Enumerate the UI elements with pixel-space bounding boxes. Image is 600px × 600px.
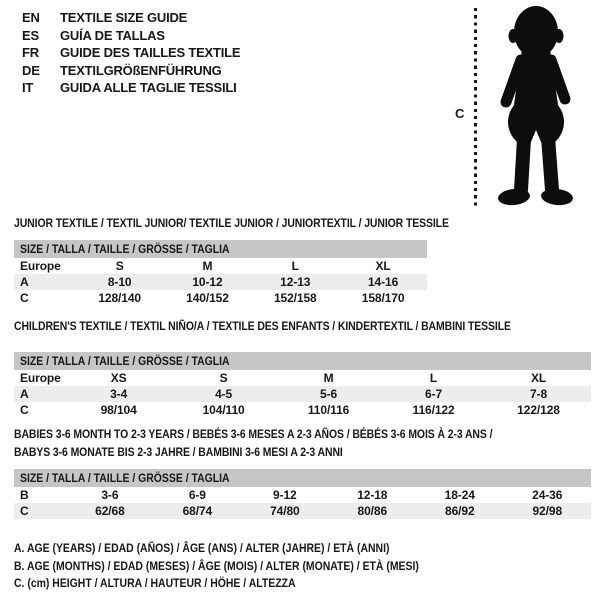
section-title-block: [14, 216, 449, 231]
size-header-text: SIZE / TALLA / TAILLE / GRÖSSE / TAGLIA: [20, 354, 230, 368]
size-cell: M: [323, 371, 334, 385]
size-cell: 5-6: [320, 387, 338, 401]
size-cell: 4-5: [215, 387, 233, 401]
language-code: EN: [22, 10, 40, 25]
section-title-block: [14, 425, 591, 461]
size-cell: 152/158: [273, 291, 317, 305]
table-row: [14, 503, 591, 519]
size-cell: XL: [375, 259, 391, 273]
size-cell: 74/80: [270, 504, 300, 518]
table-row: [14, 258, 427, 274]
size-cell: 12-18: [357, 488, 388, 502]
size-cell: 14-16: [367, 275, 399, 289]
table-row: [14, 370, 591, 386]
size-cell: L: [429, 371, 438, 385]
language-label: GUÍA DE TALLAS: [60, 27, 165, 43]
size-cell: 158/170: [361, 291, 405, 305]
row-label-cell: Europe: [20, 371, 61, 385]
size-header-bar: [14, 240, 427, 258]
table-row: [14, 402, 591, 418]
size-cell: 12-13: [280, 275, 311, 289]
language-label: GUIDA ALLE TAGLIE TESSILI: [60, 80, 237, 95]
size-cell: 3-4: [110, 387, 128, 401]
size-cell: S: [219, 371, 228, 385]
row-label-cell: C: [20, 504, 29, 518]
section-title-text: BABIES 3-6 MONTH TO 2-3 YEARS / BEBÉS 3-6 MESES A 2-3 AÑOS / BÉBÉS 3-6 MOIS À 2-3 ANS /: [14, 427, 493, 441]
size-cell: XS: [110, 371, 127, 385]
size-cell: 104/110: [202, 403, 245, 417]
section-junior-textile: [14, 216, 449, 306]
row-label-cell: B: [20, 488, 29, 502]
section-title-text: BABYS 3-6 MONATE BIS 2-3 JAHRE / BAMBINI 3-6 MESI A 2-3 ANNI: [14, 445, 343, 459]
size-table-children: [14, 370, 591, 418]
size-cell: 92/98: [532, 504, 563, 518]
footnote-a: [14, 540, 479, 558]
size-header-bar: [14, 352, 591, 370]
section-title: [14, 443, 591, 461]
size-cell: 7-8: [529, 387, 548, 401]
language-row-es: [22, 27, 240, 45]
size-cell: 86/92: [445, 504, 475, 518]
size-cell: 3-6: [101, 488, 119, 502]
size-cell: 18-24: [444, 488, 475, 502]
size-cell: S: [115, 259, 124, 273]
size-cell: 128/140: [98, 291, 141, 305]
height-measure-dotted-line: [474, 8, 477, 206]
section-title: [14, 216, 449, 231]
language-code: ES: [22, 27, 39, 43]
section-title-text: CHILDREN'S TEXTILE / TEXTIL NIÑO/A / TEXTILE DES ENFANTS / KINDERTEXTIL / BAMBINI TESSILE: [14, 319, 511, 333]
footnote-c: [14, 575, 479, 593]
size-table-junior: [14, 258, 427, 306]
size-cell: 116/122: [412, 403, 455, 417]
section-title: [14, 319, 591, 334]
language-row-it: [22, 79, 240, 97]
section-title-block: [14, 319, 591, 334]
size-cell: 80/86: [357, 504, 388, 518]
height-measure-label: C: [455, 106, 465, 121]
size-cell: L: [291, 259, 299, 273]
table-row: [14, 290, 427, 306]
size-cell: 8-10: [107, 275, 132, 289]
row-label-cell: Europe: [20, 259, 61, 273]
size-cell: 98/104: [100, 403, 137, 417]
footnotes-block: [14, 540, 479, 593]
size-cell: 9-12: [273, 488, 297, 502]
size-cell: 62/68: [95, 504, 125, 518]
size-cell: 140/152: [186, 291, 229, 305]
size-header-text: SIZE / TALLA / TAILLE / GRÖSSE / TAGLIA: [20, 471, 230, 485]
size-cell: 6-7: [425, 387, 443, 401]
size-cell: M: [202, 259, 213, 273]
row-label-cell: C: [20, 403, 29, 417]
language-code: DE: [22, 62, 40, 78]
size-header-bar: [14, 469, 591, 487]
table-row: [14, 274, 427, 290]
table-row: [14, 487, 591, 503]
language-row-de: [22, 62, 240, 80]
section-title-text: JUNIOR TEXTILE / TEXTIL JUNIOR/ TEXTILE JUNIOR / JUNIORTEXTIL / JUNIOR TESSILE: [14, 216, 449, 230]
footnote-text: C. (cm) HEIGHT / ALTURA / HAUTEUR / HÖHE / ALTEZZA: [14, 576, 296, 590]
size-table-babies: [14, 487, 591, 519]
section-babies-textile: [14, 425, 591, 519]
footnote-text: A. AGE (YEARS) / EDAD (AÑOS) / ÂGE (ANS) / ALTER (JAHRE) / ETÀ (ANNI): [14, 541, 390, 555]
language-row-fr: [22, 44, 240, 62]
language-code: FR: [22, 45, 39, 60]
size-cell: 24-36: [532, 488, 563, 502]
language-title-block: [22, 9, 240, 97]
size-cell: 110/116: [307, 403, 350, 417]
toddler-silhouette-image: [481, 3, 591, 208]
language-label: TEXTILGRÖßENFÜHRUNG: [60, 62, 222, 78]
row-label-cell: C: [20, 291, 29, 305]
language-row-en: [22, 9, 240, 27]
row-label-cell: A: [20, 275, 29, 289]
section-title: [14, 425, 591, 443]
size-cell: 122/128: [517, 403, 560, 417]
language-label: TEXTILE SIZE GUIDE: [60, 10, 188, 25]
size-cell: XL: [530, 371, 547, 385]
footnote-b: [14, 558, 479, 576]
language-code: IT: [22, 80, 34, 95]
size-header-text: SIZE / TALLA / TAILLE / GRÖSSE / TAGLIA: [20, 242, 230, 256]
table-row: [14, 386, 591, 402]
section-childrens-textile: [14, 319, 591, 418]
size-cell: 68/74: [182, 504, 213, 518]
size-cell: 10-12: [192, 275, 223, 289]
row-label-cell: A: [20, 387, 29, 401]
language-label: GUIDE DES TAILLES TEXTILE: [60, 45, 241, 60]
footnote-text: B. AGE (MONTHS) / EDAD (MESES) / ÂGE (MOIS) / ALTER (MONATE) / ETÀ (MESI): [14, 558, 419, 573]
size-cell: 6-9: [188, 488, 206, 502]
